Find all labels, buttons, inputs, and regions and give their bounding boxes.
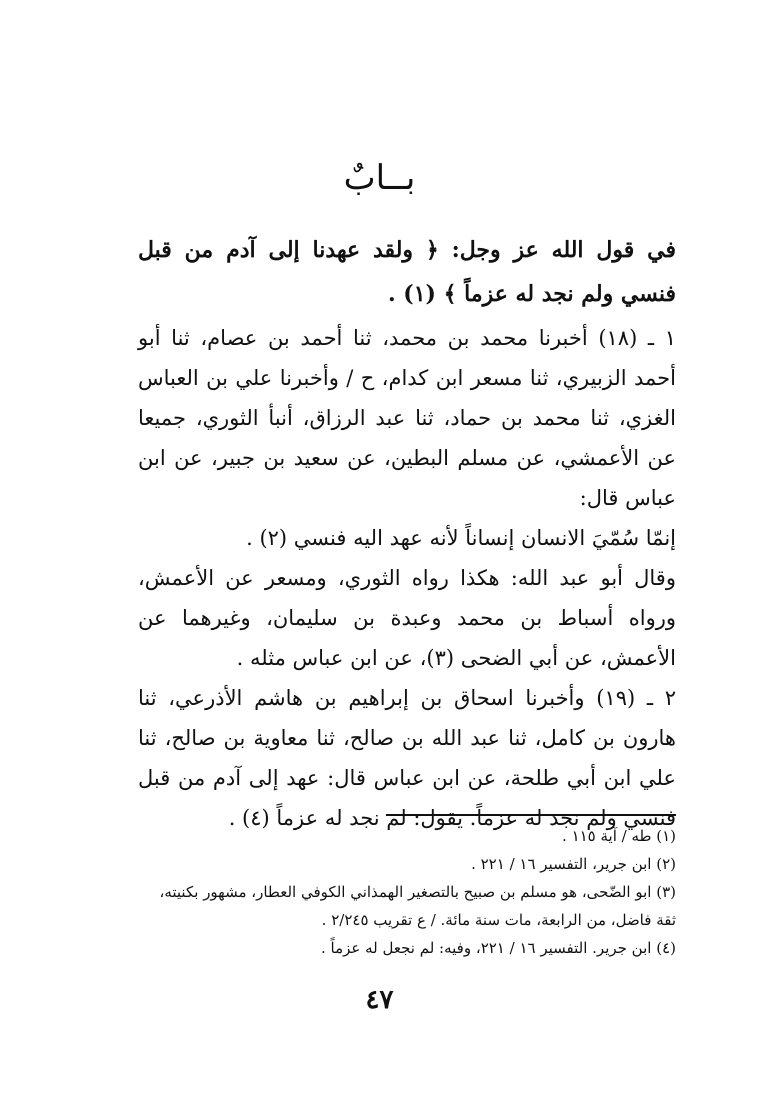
footnote-divider	[386, 814, 676, 816]
footnote-4: (٤) ابن جرير. التفسير ١٦ / ٢٢١، وفيه: لم نجعل له عزماً .	[320, 939, 676, 957]
chapter-title: بــابٌ	[343, 158, 416, 198]
footnote-2: (٢) ابن جرير، التفسير ١٦ / ٢٢١ .	[471, 855, 676, 873]
paragraph-commentary: وقال أبو عبد الله: هكذا رواه الثوري، ومسعر عن الأعمش، ورواه أسباط بن محمد وعبدة بن سليمان، وغيرهما عن الأعمش، عن أبي الضحى (٣)، عن ابن عباس مثله .	[138, 566, 676, 670]
paragraph-hadith-19: ٢ ـ (١٩) وأخبرنا اسحاق بن إبراهيم بن هاشم الأذرعي، ثنا هارون بن كامل، ثنا عبد الله بن صالح، ثنا معاوية بن صالح، ثنا علي ابن أبي طلحة، عن ابن عباس قال: عهد إلى آدم من قبل فنسي ولم نجد له عزماً. يقول: لم نجد له عزماً (٤) .	[138, 686, 676, 830]
main-text	[138, 318, 676, 838]
paragraph-hadith-18: ١ ـ (١٨) أخبرنا محمد بن محمد، ثنا أحمد بن عصام، ثنا أبو أحمد الزبيري، ثنا مسعر ابن كدام، ح / وأخبرنا علي بن العباس الغزي، ثنا محمد بن حماد، ثنا عبد الرزاق، أنبأ الثوري، جميعا عن الأعمشي، عن مسلم البطين، عن سعيد بن جبير، عن ابن عباس قال:	[138, 326, 676, 510]
footnote-1: (١) طه / آية ١١٥ .	[562, 827, 676, 845]
footnote-3: (٣) ابو الضّحى، هو مسلم بن صبيح بالتصغير الهمذاني الكوفي العطار، مشهور بكنيته، ثقة فاضل، من الرابعة، مات سنة مائة. / ع تقريب ٢/٢٤٥ .	[159, 883, 676, 929]
paragraph-quote: إنمّا سُمّيَ الانسان إنساناً لأنه عهد اليه فنسي (٢) .	[246, 526, 676, 550]
footnotes	[138, 822, 676, 962]
page-number: ٤٧	[365, 985, 394, 1015]
section-heading: في قول الله عز وجل: ﴿ ولقد عهدنا إلى آدم من قبل فنسي ولم نجد له عزماً ﴾ (١) .	[138, 237, 676, 307]
